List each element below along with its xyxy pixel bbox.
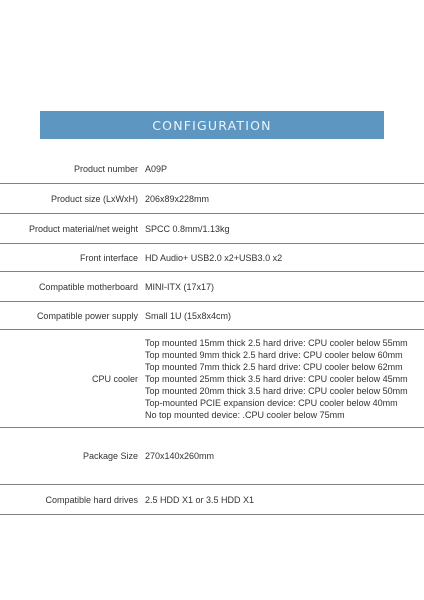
spec-table [0, 154, 424, 515]
cooler-line: Top-mounted PCIE expansion device: CPU cooler below 40mm [145, 397, 398, 408]
spec-value: 2.5 HDD X1 or 3.5 HDD X1 [145, 494, 255, 505]
spec-label: Compatible motherboard [38, 281, 138, 292]
cooler-line: Top mounted 20mm thick 3.5 hard drive: CPU cooler below 50mm [145, 385, 408, 396]
spec-label: CPU cooler [91, 373, 138, 384]
spec-label: Product size (LxWxH) [50, 193, 138, 204]
cooler-line: Top mounted 15mm thick 2.5 hard drive: CPU cooler below 55mm [145, 337, 408, 348]
cooler-line: Top mounted 9mm thick 2.5 hard drive: CPU cooler below 60mm [145, 349, 403, 360]
spec-row-package-size [0, 428, 424, 485]
spec-value: A09P [145, 163, 168, 174]
cooler-line: Top mounted 7mm thick 2.5 hard drive: CPU cooler below 62mm [145, 361, 403, 372]
spec-row-hard-drives [0, 485, 424, 515]
configuration-banner [40, 111, 384, 139]
spec-value: 206x89x228mm [145, 193, 210, 204]
spec-label: Product material/net weight [28, 223, 138, 234]
spec-row-material-weight [0, 214, 424, 244]
spec-row-product-size [0, 184, 424, 214]
spec-label: Front interface [79, 252, 138, 263]
spec-label: Package Size [82, 451, 138, 461]
spec-value: MINI-ITX (17x17) [145, 281, 215, 292]
cooler-line: Top mounted 25mm thick 3.5 hard drive: CPU cooler below 45mm [145, 373, 408, 384]
spec-label: Product number [73, 163, 138, 174]
spec-value: HD Audio+ USB2.0 x2+USB3.0 x2 [145, 252, 283, 263]
spec-row-product-number [0, 154, 424, 184]
spec-row-front-interface [0, 244, 424, 272]
spec-value: Small 1U (15x8x4cm) [145, 310, 232, 321]
spec-value-list [145, 330, 420, 427]
spec-label: Compatible hard drives [45, 494, 138, 505]
spec-row-power-supply [0, 302, 424, 330]
spec-row-motherboard [0, 272, 424, 302]
spec-value: SPCC 0.8mm/1.13kg [145, 223, 230, 234]
spec-label: Compatible power supply [36, 310, 138, 321]
cooler-line: No top mounted device: .CPU cooler below 75mm [145, 409, 345, 420]
banner-title: CONFIGURATION [152, 117, 272, 133]
spec-value: 270x140x260mm [145, 451, 215, 461]
spec-row-cpu-cooler [0, 330, 424, 428]
